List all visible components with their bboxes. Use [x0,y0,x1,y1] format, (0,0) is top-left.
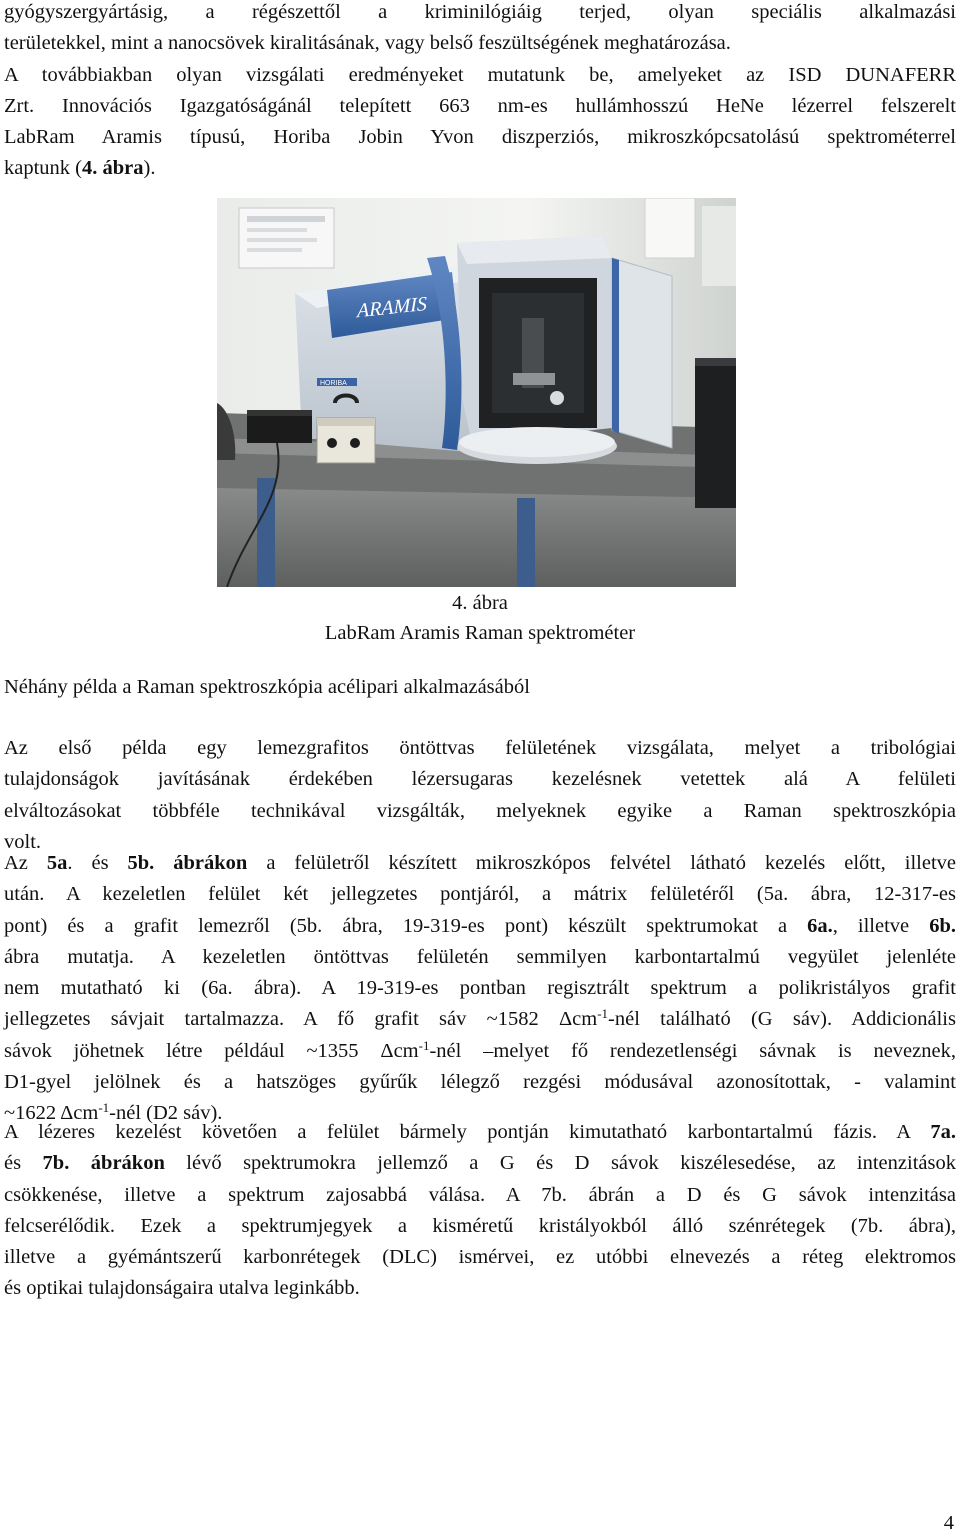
figure-reference: 4. ábra [82,157,144,180]
superscript: -1 [98,1100,110,1116]
text-span: A lézeres kezelést követően a felület bármely pontján kimutatható karbontartalmú fázis. A [4,1121,931,1143]
text-line: ábra mutatja. A kezeletlen öntöttvas felületén semmilyen karbontartalmú vegyület jelenléte [4,945,956,968]
section-heading: Néhány példa a Raman spektroszkópia acélipari alkalmazásából [4,676,530,698]
page-number: 4 [943,1512,954,1534]
text-line: tulajdonságok javításának érdekében lézersugaras kezelésnek vetettek alá A felületi [4,768,956,791]
paragraph-1 [4,733,956,858]
text-span: -nél található (G sáv). Addicionális [608,1008,956,1031]
text-line [4,848,956,879]
spectrometer-photo [217,198,736,587]
superscript: -1 [597,1006,609,1022]
text-span: sávok jöhetnek létre például ~1355 Δcm [4,1039,419,1062]
text-line [4,1117,956,1148]
text-line: után. A kezeletlen felület két jellegzetes pontjáról, a mátrix felületéről (5a. ábra, 12-317-es [4,883,956,906]
text-line: elváltozásokat többféle technikával vizsgálták, melyeknek egyike a Raman spektroszkópia [4,799,956,822]
text-line [4,1036,956,1067]
text-line [4,1004,956,1035]
text-line: felcserélődik. Ezek a spektrumjegyek a kisméretű kristályokból álló szénrétegek (7b. ábra), [4,1214,956,1237]
paragraph-2 [4,848,956,1130]
text-line: gyógyszergyártásig, a régészettől a kriminilógiáig terjed, olyan speciális alkalmazási [4,1,956,23]
text-span: a felületről készített mikroszkópos felvétel látható kezelés előtt, illetve [247,852,956,874]
text-span: , illetve [832,914,930,937]
text-line: csökkenése, illetve a spektrum zajosabbá válása. A 7b. ábrán a D és G sávok intenzitása [4,1183,956,1206]
text-line [4,1148,956,1179]
text-span: . és [67,852,128,874]
superscript: -1 [418,1037,430,1053]
text-line: illetve a gyémántszerű karbonrétegek (DLC) ismérvei, ez utóbbi elnevezés a réteg elektromos [4,1246,956,1269]
figure-reference: 7a. [930,1121,956,1143]
text-span: -nél –melyet fő rendezetlenségi sávnak is neveznek, [429,1039,956,1062]
intro-paragraph [4,0,956,185]
figure-reference: 7b. ábrákon [42,1152,165,1175]
text-span: jellegzetes sávjait tartalmazza. A fő grafit sáv ~1582 Δcm [4,1008,598,1031]
figure-reference: 5a [46,852,68,874]
text-line: volt. [4,830,42,853]
text-line: A továbbiakban olyan vizsgálati eredményeket mutatunk be, amelyeket az ISD DUNAFERR [4,63,956,86]
text-line: nem mutatható ki (6a. ábra). A 19-319-es pontban regisztrált spektrum a polikristályos grafit [4,977,956,1000]
text-line: Az első példa egy lemezgrafitos öntöttvas felületének vizsgálata, melyet a tribológiai [4,737,956,759]
text-line: és optikai tulajdonságaira utalva leginkább. [4,1277,360,1300]
text-span: ~1622 Δcm [4,1102,99,1125]
maker-label: HORIBA [320,380,347,387]
brand-label: ARAMIS [357,292,427,323]
paragraph-3 [4,1117,956,1305]
figure-caption: LabRam Aramis Raman spektrométer [324,622,636,644]
figure-reference: 5b. ábrákon [127,852,248,874]
figure-number: 4. ábra [452,592,508,614]
text-line: LabRam Aramis típusú, Horiba Jobin Yvon diszperziós, mikroszkópcsatolású spektrométerrel [4,126,956,149]
figure-reference: 6a. [807,914,833,937]
text-span: kaptunk ( [4,157,82,180]
text-line: területekkel, mint a nanocsövek kiralitásának, vagy belső feszültségének meghatározása. [4,32,731,55]
text-span: és [4,1152,43,1175]
figure-reference: 6b. [929,914,956,937]
text-line [4,153,956,184]
text-line: Zrt. Innovációs Igazgatóságánál telepített 663 nm-es hullámhosszú HeNe lézerrel felszerelt [4,94,956,117]
text-line [4,911,956,942]
text-span: ). [143,157,156,180]
text-span: -nél (D2 sáv). [109,1102,223,1125]
text-line: D1-gyel jelölnek és a hatszöges gyűrűk lélegző rezgési módusával azonosítottak, - valamint [4,1071,956,1094]
text-span: lévő spektrumokra jellemző a G és D sávok kiszélesedése, az intenzitások [164,1152,956,1175]
text-span: Az [4,852,47,874]
text-span: pont) és a grafit lemezről (5b. ábra, 19-319-es pont) készült spektrumokat a [4,914,808,937]
